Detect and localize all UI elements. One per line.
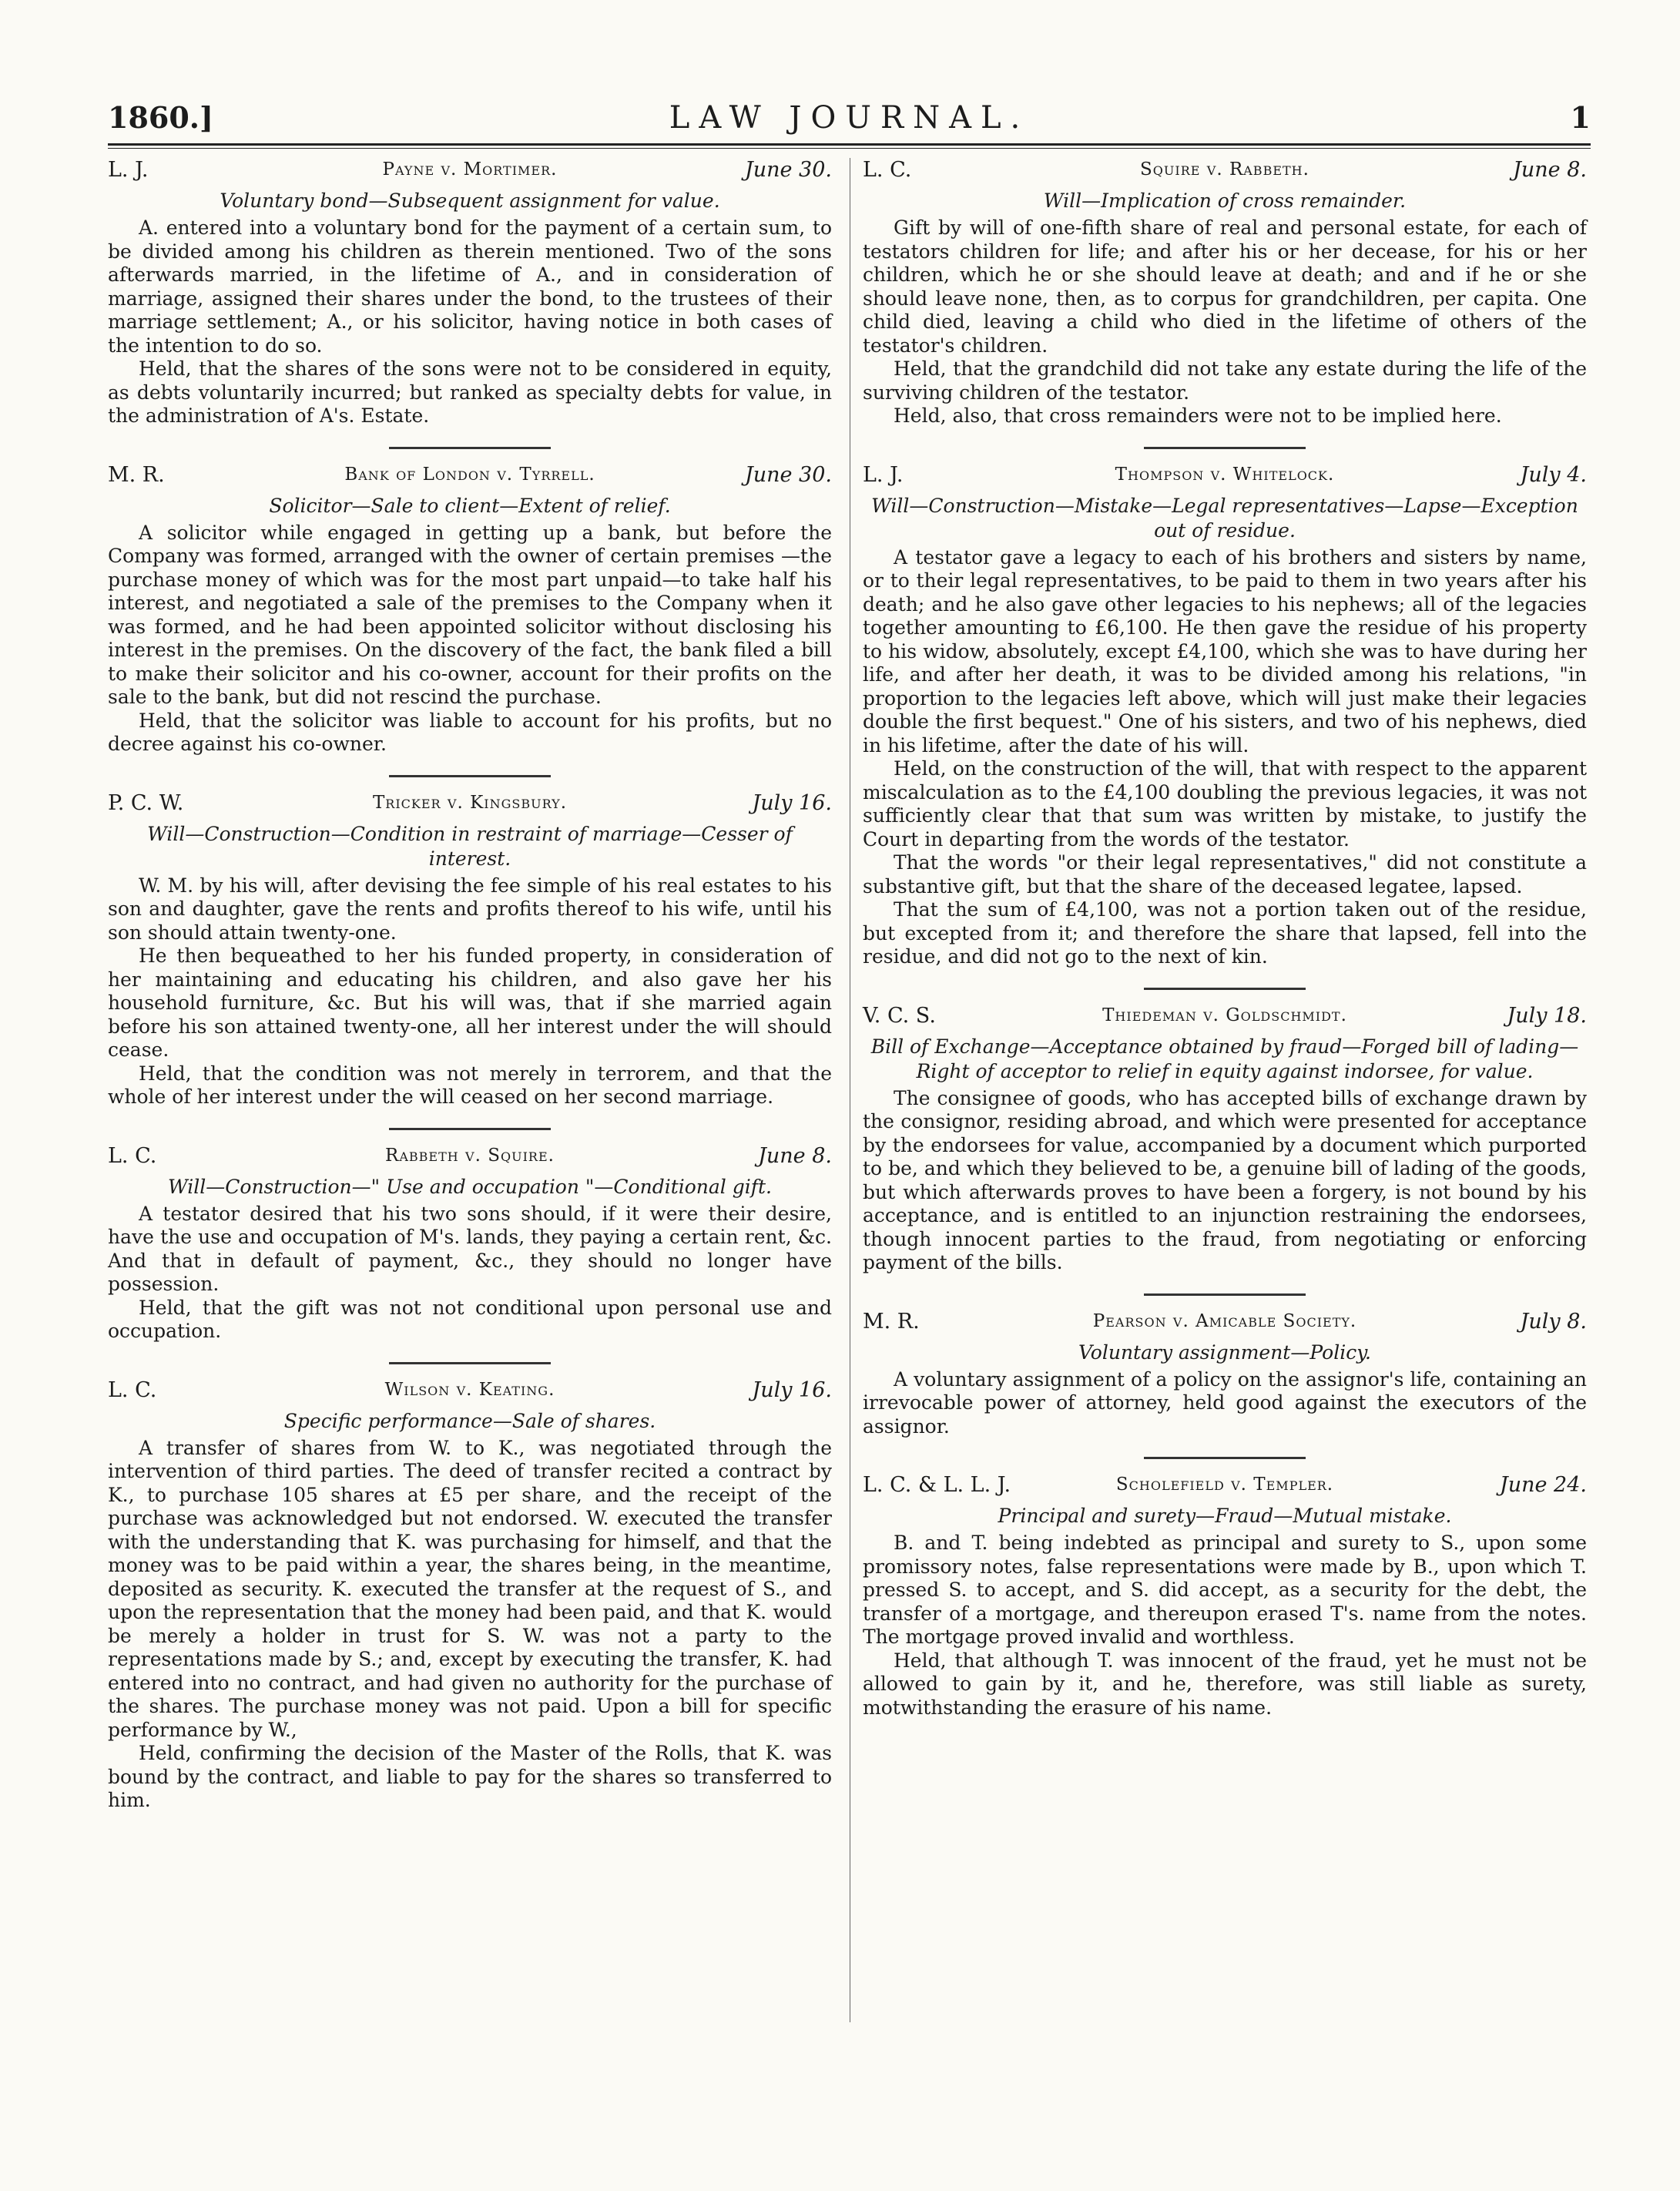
case-separator: [1144, 447, 1306, 449]
case-paragraph: A. entered into a voluntary bond for the payment of a certain sum, to be divided among his children as therein mentioned. Two of the sons afterwards married, in the lifetime of A., and in consideration of marriage, assigned their shares under the bond, to the trustees of their marriage settlement; A., or his solicitor, having notice in both cases of the intention to do so.: [108, 216, 832, 357]
case-paragraph: A testator gave a legacy to each of his brothers and sisters by name, or to their legal representatives, to be paid to them in two years after his death; and he also gave other legacies to his nephews; all of the legacies together amounting to £6,100. He then gave the residue of his property to his widow, absolutely, except £4,100, which she was to have during her life, and after her death, it was to be divided among his relations, "in proportion to the legacies left above, which will just make their legacies double the first bequest." One of his sisters, and two of his nephews, died in his lifetime, after the date of his will.: [863, 545, 1587, 757]
case-entry: [108, 463, 832, 757]
case-paragraph: Held, that the solicitor was liable to account for his profits, but no decree against his co-owner.: [108, 709, 832, 755]
case-entry: [863, 1310, 1587, 1439]
case-date: June 24.: [1499, 1473, 1587, 1497]
case-title: Payne v. Mortimer.: [382, 159, 558, 180]
case-header: [863, 158, 1587, 187]
case-paragraph: B. and T. being indebted as principal and surety to S., upon some promissory notes, false representations were made by B., upon which T. pressed S. to accept, and S. did accept, as a security for the debt, the transfer of a mortgage, and thereupon erased T's. name from the notes. The mortgage proved invalid and worthless.: [863, 1532, 1587, 1648]
case-separator: [389, 1362, 551, 1364]
case-header: [108, 1144, 832, 1173]
case-entry: [863, 1473, 1587, 1720]
case-header: [108, 158, 832, 187]
case-separator: [1144, 1293, 1306, 1296]
page-number: 1: [1570, 100, 1591, 135]
masthead: [108, 100, 1591, 139]
case-topic: Will—Construction—Mistake—Legal representatives—Lapse—Exception out of residue.: [871, 494, 1578, 542]
case-header: [108, 1378, 832, 1408]
left-column: [108, 158, 832, 1813]
case-court: P. C. W.: [108, 790, 184, 815]
case-topic: Bill of Exchange—Acceptance obtained by fraud—Forged bill of lading—Right of acceptor to relief in equity against indorsee, for value.: [870, 1035, 1579, 1082]
case-date: June 8.: [758, 1143, 832, 1168]
case-title: Thiedeman v. Goldschmidt.: [1102, 1005, 1347, 1025]
right-column: [863, 158, 1587, 1720]
case-separator: [389, 775, 551, 777]
case-separator: [389, 447, 551, 449]
case-topic: Specific performance—Sale of shares.: [283, 1409, 656, 1432]
case-paragraph: A voluntary assignment of a policy on the assignor's life, containing an irrevocable power of attorney, held good against the executors of the assignor.: [863, 1367, 1587, 1438]
case-court: L. C.: [108, 1143, 157, 1168]
case-title: Thompson v. Whitelock.: [1115, 464, 1335, 485]
case-paragraph: Held, that the grandchild did not take any estate during the life of the surviving children of the testator.: [863, 357, 1587, 404]
case-topic: Will—Construction—Condition in restraint of marriage—Cesser of interest.: [147, 822, 793, 870]
case-title: Wilson v. Keating.: [384, 1379, 555, 1400]
case-paragraph: Held, on the construction of the will, that with respect to the apparent miscalculation as to the £4,100 doubling the previous legacies, it was not sufficiently clear that that sum was written by mistake, to justify the Court in departing from the words of the testator.: [863, 757, 1587, 851]
case-header: [863, 1004, 1587, 1033]
case-topic: Solicitor—Sale to client—Extent of relief.: [269, 494, 671, 517]
case-entry: [108, 791, 832, 1109]
case-date: July 18.: [1507, 1003, 1587, 1028]
case-paragraph: W. M. by his will, after devising the fee simple of his real estates to his son and daughter, gave the rents and profits thereof to his wife, until his son should attain twenty-one.: [108, 874, 832, 944]
case-topic: Voluntary bond—Subsequent assignment for value.: [220, 190, 720, 212]
case-title: Scholefield v. Templer.: [1115, 1475, 1334, 1495]
case-topic: Will—Implication of cross remainder.: [1043, 190, 1407, 212]
case-header: [863, 1310, 1587, 1339]
case-court: M. R.: [863, 1309, 920, 1334]
case-header: [108, 791, 832, 820]
case-paragraph: Held, confirming the decision of the Master of the Rolls, that K. was bound by the contract, and liable to pay for the shares so transferred to him.: [108, 1742, 832, 1811]
case-court: M. R.: [108, 462, 165, 487]
case-paragraph: A solicitor while engaged in getting up a bank, but before the Company was formed, arranged with the owner of certain premises —the purchase money of which was for the most part unpaid—to take half his interest, and negotiated a sale of the premises to the Company when it was formed, and he had been appointed solicitor without disclosing his interest in the premises. On the discovery of the fact, the bank filed a bill to make their solicitor and his co-owner, account for their profits on the sale to the bank, but did not rescind the purchase.: [108, 521, 832, 708]
case-title: Squire v. Rabbeth.: [1140, 159, 1309, 180]
case-court: L. J.: [863, 462, 904, 487]
case-header: [108, 463, 832, 492]
case-entry: [108, 158, 832, 428]
case-paragraph: He then bequeathed to her his funded property, in consideration of her maintaining and educating his children, and also gave her his household furniture, &c. But his will was, that if she married again before his son attained twenty-one, all her interest under the will should cease.: [108, 945, 832, 1061]
case-court: V. C. S.: [863, 1003, 936, 1028]
case-date: July 16.: [752, 790, 832, 815]
case-header: [863, 463, 1587, 492]
case-entry: [863, 158, 1587, 428]
case-separator: [1144, 1457, 1306, 1459]
case-title: Pearson v. Amicable Society.: [1092, 1310, 1357, 1331]
case-paragraph: Held, also, that cross remainders were not to be implied here.: [894, 404, 1502, 427]
case-entry: [863, 463, 1587, 969]
header-rule: [108, 143, 1591, 146]
case-paragraph: That the sum of £4,100, was not a portion taken out of the residue, but excepted from it; and therefore the share that lapsed, fell into the residue, and did not go to the next of kin.: [863, 898, 1587, 968]
case-paragraph: The consignee of goods, who has accepted bills of exchange drawn by the consignor, residing abroad, and which were presented for acceptance by the endorsees for value, accompanied by a document which purported to be, and which they believed to be, a genuine bill of lading of the goods, but which afterwards proves to have been a forgery, is not bound by his acceptance, and is entitled to an injunction restraining the endorsees, though innocent parties to the fraud, from negotiating or enforcing payment of the bills.: [863, 1086, 1587, 1273]
case-date: June 8.: [1513, 158, 1587, 182]
case-paragraph: Held, that the gift was not not conditional upon personal use and occupation.: [108, 1296, 832, 1342]
case-entry: [108, 1378, 832, 1813]
case-title: Rabbeth v. Squire.: [385, 1145, 555, 1166]
case-date: July 4.: [1520, 462, 1587, 487]
case-court: L. C.: [108, 1377, 157, 1402]
case-paragraph: That the words "or their legal representatives," did not constitute a substantive gift, but that the share of the deceased legatee, lapsed.: [863, 851, 1587, 898]
case-header: [863, 1473, 1587, 1502]
case-paragraph: A testator desired that his two sons should, if it were their desire, have the use and occupation of M's. lands, they paying a certain rent, &c. And that in default of payment, &c., they should no longer have possession.: [108, 1202, 832, 1295]
case-date: July 8.: [1520, 1309, 1587, 1334]
case-entry: [863, 1004, 1587, 1275]
case-date: July 16.: [752, 1377, 832, 1402]
case-topic: Principal and surety—Fraud—Mutual mistake.: [998, 1505, 1452, 1527]
header-year: 1860.]: [108, 100, 213, 135]
case-court: L. J.: [108, 158, 149, 182]
header-rule-thin: [108, 148, 1591, 149]
case-topic: Voluntary assignment—Policy.: [1078, 1340, 1371, 1364]
case-paragraph: Gift by will of one-fifth share of real and personal estate, for each of testators children for life; and after his or her decease, for his or her children, which he or she should leave at death; and and if he or she should leave none, then, as to corpus for grandchildren, per capita. One child died, leaving a child who died in the lifetime of others of the testator's children.: [863, 216, 1587, 357]
case-paragraph: A transfer of shares from W. to K., was negotiated through the intervention of third parties. The deed of transfer recited a contract by K., to purchase 105 shares at £5 per share, and the receipt of the purchase was acknowledged but not endorsed. W. executed the transfer with the understanding that K. was purchasing for himself, and that the money was to be paid within a year, the shares being, in the meantime, deposited as security. K. executed the transfer at the request of S., and upon the representation that the money had been paid, and that K. would be merely a holder in trust for S. W. was not a party to the representations made by S.; and, except by executing the transfer, K. had entered into no contract, and had given no authority for the purchase of the shares. The purchase money was not paid. Upon a bill for specific performance by W.,: [108, 1436, 832, 1741]
case-court: L. C. & L. L. J.: [863, 1473, 1011, 1497]
case-title: Bank of London v. Tyrrell.: [344, 464, 595, 485]
case-title: Tricker v. Kingsbury.: [372, 792, 568, 813]
case-separator: [389, 1128, 551, 1130]
case-date: June 30.: [744, 462, 832, 487]
case-paragraph: Held, that the condition was not merely in terrorem, and that the whole of her interest under the will ceased on her second marriage.: [108, 1062, 832, 1108]
case-topic: Will—Construction—" Use and occupation "—Conditional gift.: [168, 1175, 772, 1198]
case-entry: [108, 1144, 832, 1344]
case-paragraph: Held, that the shares of the sons were not to be considered in equity, as debts voluntarily incurred; but ranked as specialty debts for value, in the administration of A's. Estate.: [108, 357, 832, 427]
case-date: June 30.: [744, 158, 832, 182]
case-court: L. C.: [863, 158, 912, 182]
case-separator: [1144, 988, 1306, 990]
journal-title: LAW JOURNAL.: [669, 100, 1030, 136]
case-paragraph: Held, that although T. was innocent of the fraud, yet he must not be allowed to gain by it, and he, therefore, was still liable as surety, motwithstanding the erasure of his name.: [863, 1649, 1587, 1719]
